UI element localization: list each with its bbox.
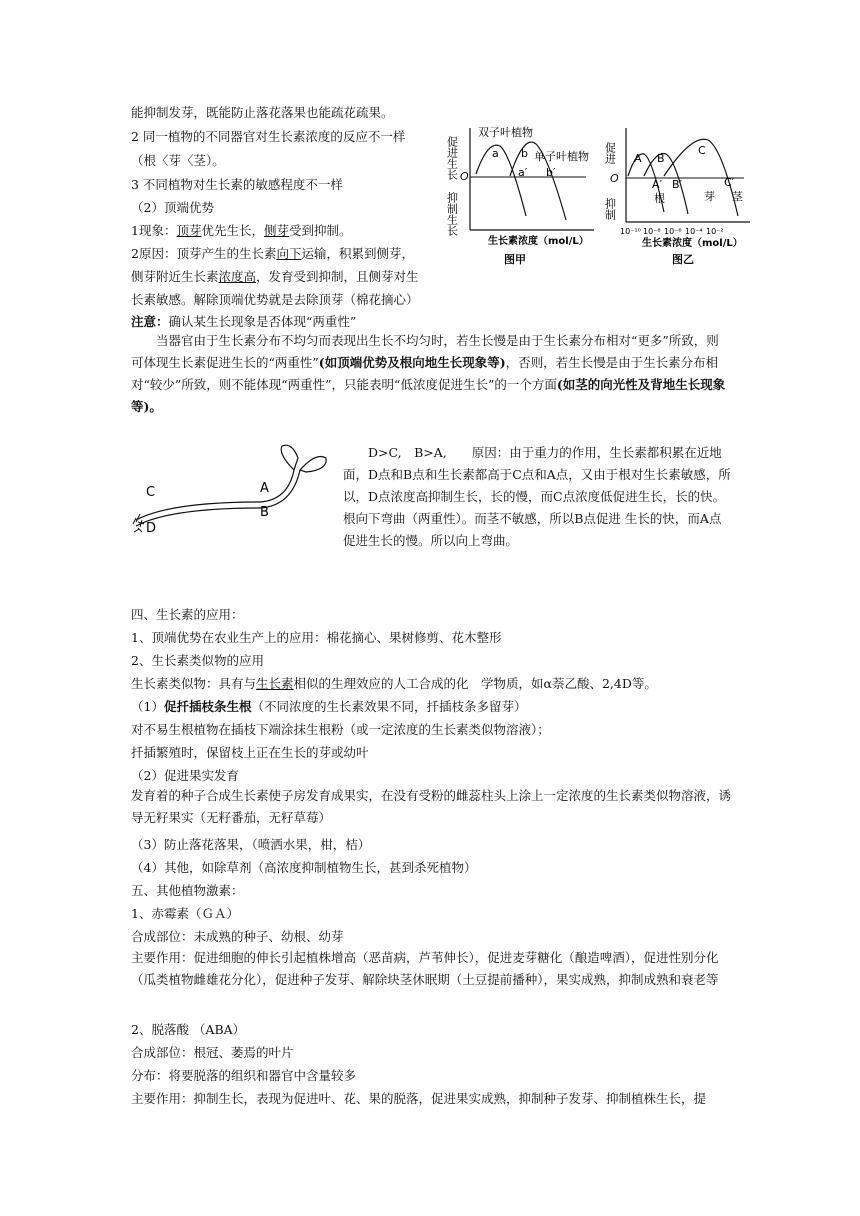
text-line: 2、生长素类似物的应用 [131,653,264,668]
seedling-A: A [260,481,269,496]
fig-yi-tick: 10⁻⁴ [685,227,703,236]
fig-jia-a: a [492,147,499,160]
section-title: 四、生长素的应用： [131,607,244,622]
fig-jia-y-top: 促进生长 [445,136,459,180]
seedling-B: B [260,505,269,520]
seedling-C: C [146,485,156,500]
text-line: 扦插繁殖时，保留枝上正在生长的芽或幼叶 [131,745,369,760]
text-line: 3 不同植物对生长素的敏感程度不一样 [131,177,343,192]
fig-jia-y-bottom: 抑制生长 [445,192,459,236]
text-line: 生长素类似物：具有与生长素相似的生理效应的人工合成的化 学物质，如α萘乙酸、2,4D等。 [131,676,657,691]
text-line: 1、顶端优势在农业生产上的应用：棉花摘心、果树修剪、花木整形 [131,630,502,645]
fig-yi-tick: 10⁻¹⁰ [620,227,641,236]
fig-yi-C2: C′ [724,176,735,189]
fig-yi-tick: 10⁻⁸ [643,227,661,236]
fig-yi-B: B [657,152,665,165]
paragraph-two-effects: 当器官由于生长素分布不均匀而表现出生长不均匀时，若生长慢是由于生长素分布相对“更多”所致，则可体现生长素促进生长的“两重性”(如顶端优势及根向地生长现象等)，否则，若生长慢是由于生长素分布相对“较少”所致，则不能体现“两重性”，只能表明“低浓度促进生长”的一个方面(如茎的向光性及背地生长现象等)。 [131,333,726,414]
fig-yi-title: 图乙 [672,253,694,266]
fig-yi-y-bottom: 抑制 [604,198,617,220]
fig-jia-curve2-label: 单子叶植物 [534,150,589,163]
text-line: （4）其他，如除草剂（高浓度抑制植物生长，甚到杀死植物） [131,860,477,875]
fig-jia-b: b [521,147,528,160]
fig-yi-C: C [698,144,706,157]
text-line: 2 同一植物的不同器官对生长素浓度的反应不一样 [131,129,406,144]
text-line: 1现象：顶芽优先生长，侧芽受到抑制。 [131,223,352,238]
fig-yi-y-top: 促进 [604,142,617,164]
fig-jia-curve1-label: 双子叶植物 [478,126,533,139]
fig-yi-stem: 茎 [732,190,743,203]
text-line: 合成部位：未成熟的种子、幼根、幼芽 [131,929,344,944]
fig-jia-x-label: 生长素浓度（mol/L） [488,236,589,247]
text-line: 长素敏感。解除顶端优势就是去除顶芽（棉花摘心） [131,292,419,307]
fig-yi-tick: 10⁻² [706,227,724,236]
text-paragraph: 主要作用：促进细胞的伸长引起植株增高（恶苗病，芦苇伸长），促进麦芽糖化（酿造啤酒），促进性别分化（瓜类植物雌雄花分化），促进种子发芽、解除块茎休眠期（土豆提前播种），果实成熟，抑制成熟和衰老等 [131,950,719,987]
fig-yi-bud: 芽 [704,190,715,203]
figure-yi [604,120,754,268]
fig-yi-x-label: 生长素浓度（mol/L） [642,238,743,249]
fig-jia-b2: b′ [546,166,556,179]
section-title: 五、其他植物激素： [131,883,244,898]
text-line: 主要作用：抑制生长，表现为促进叶、花、果的脱落，促进果实成熟，抑制种子发芽、抑制植株生长，提 [131,1091,707,1106]
fig-yi-A2: A′ [652,178,663,191]
text-line: 能抑制发芽，既能防止落花落果也能疏花疏果。 [131,105,394,120]
seedling-D: D [146,521,157,536]
text-paragraph: 发育着的种子合成生长素使子房发育成果实，在没有受粉的雌蕊柱头上涂上一定浓度的生长素类似物溶液，诱导无籽果实（无籽番茄，无籽草莓） [131,788,732,825]
text-line: 合成部位：根冠、萎焉的叶片 [131,1045,294,1060]
fig-yi-A: A [634,152,642,165]
text-line: 分布：将要脱落的组织和器官中含量较多 [131,1068,357,1083]
text-line: 侧芽附近生长素浓度高，发育受到抑制，且侧芽对生 [131,269,419,284]
fig-yi-tick: 10⁻⁶ [664,227,682,236]
text-line: 1、赤霉素（ＧＡ） [131,906,239,921]
fig-yi-root: 根 [654,192,665,205]
seedling-illustration [130,440,345,540]
leaf-icon [300,457,326,473]
text-line: 2原因：顶芽产生的生长素向下运输，积累到侧芽， [131,246,414,261]
leaf-icon [281,445,298,470]
figure-jia [438,120,598,268]
fig-jia-origin: O [460,170,469,183]
fig-jia-title: 图甲 [504,253,526,266]
text-line: （3）防止落花落果，（喷洒水果，柑，桔） [131,837,371,852]
text-line: （1）促扦插枝条生根（不同浓度的生长素效果不同，扦插枝条多留芽） [131,699,527,714]
fig-yi-origin: O [610,172,619,185]
text-line: 2、脱落酸 （ABA） [131,1022,246,1037]
text-line: （2）顶端优势 [131,200,214,215]
seedling-explanation: D>C, B>A, 原因：由于重力的作用，生长素都积累在近地面，D点和B点和生长素都高于C点和A点，又由于根对生长素敏感，所以，D点浓度高抑制生长，长的慢，而C点浓度低促进生长，长的快。根向下弯曲（两重性）。而茎不敏感，所以B点促进 生长的快，而A点促进生长的慢。所以向上弯曲。 [343,445,731,548]
text-line: 对不易生根植物在插枝下端涂抹生根粉（或一定浓度的生长素类似物溶液）； [131,722,550,737]
fig-jia-a2: a′ [518,166,528,179]
note-line: 注意：确认某生长现象是否体现“两重性” [131,314,357,329]
fig-yi-B2: B′ [672,178,683,191]
text-line: （根〈芽〈茎）。 [131,153,225,168]
text-line: （2）促进果实发育 [131,768,239,783]
